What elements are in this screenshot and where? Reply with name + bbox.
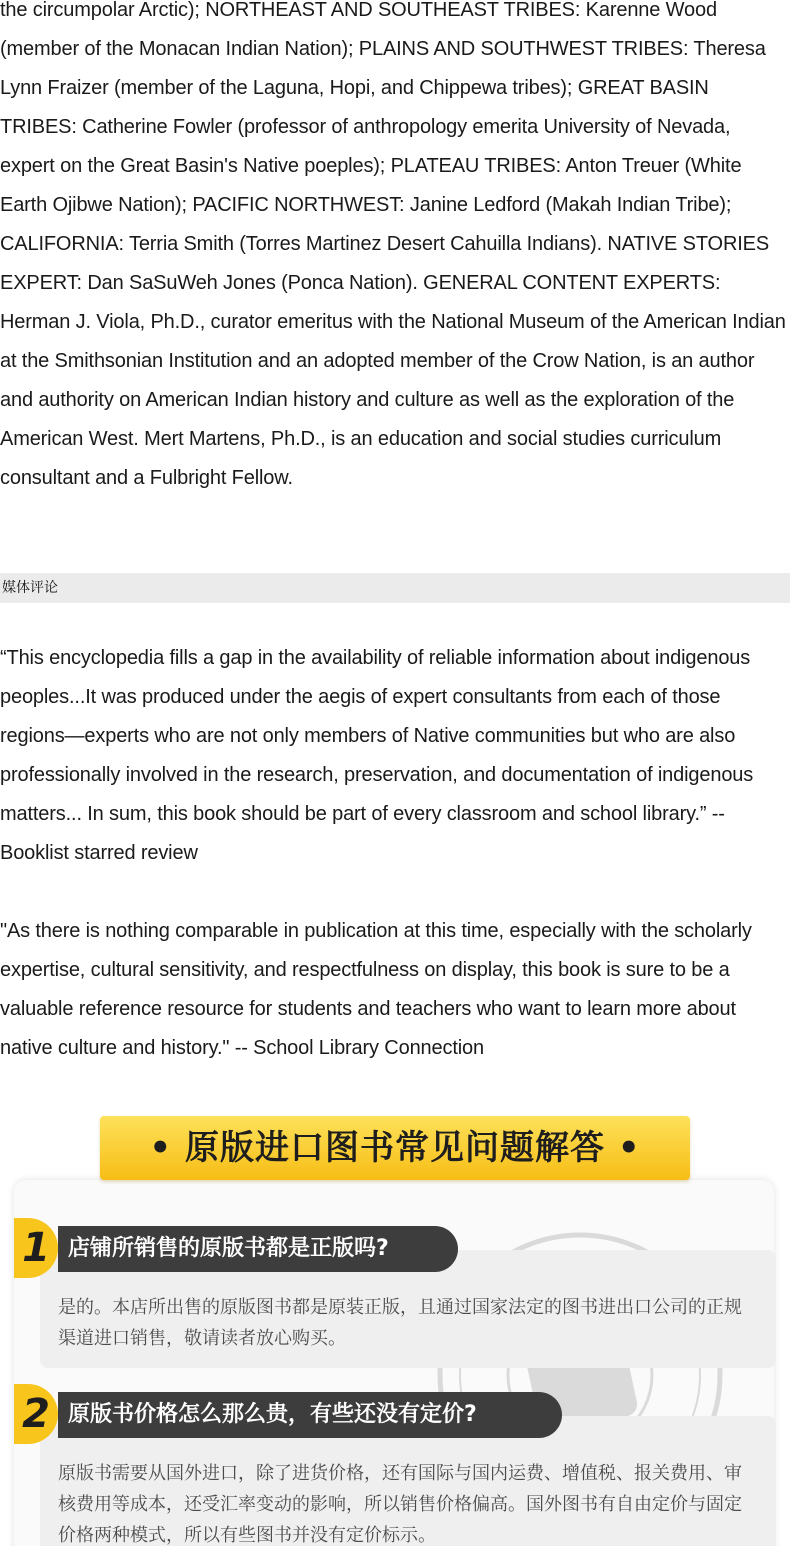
question-number-1: 1 (14, 1218, 58, 1278)
answer-1: 是的。本店所出售的原版图书都是原装正版，且通过国家法定的图书进出口公司的正规渠道进口销售，敬请读者放心购买。 (58, 1297, 742, 1349)
question-number-2: 2 (14, 1384, 58, 1444)
question-2: 原版书价格怎么那么贵，有些还没有定价? (58, 1392, 562, 1438)
faq-banner (0, 1090, 790, 1546)
contributors-paragraph: the circumpolar Arctic); NORTHEAST AND SOUTHEAST TRIBES: Karenne Wood (member of the Monacan Indian Nation); PLAINS AND SOUTHWEST TRIBES: Theresa Lynn Fraizer (member of the Laguna, Hopi, and Chippewa tribes); GREAT BASIN TRIBES: Catherine Fowler (professor of anthropology emerita University of Nevada, expert on the Great Basin's Native poeples); PLATEAU TRIBES: Anton Treuer (White Earth Ojibwe Nation); PACIFIC NORTHWEST: Janine Ledford (Makah Indian Tribe); CALIFORNIA: Terria Smith (Torres Martinez Desert Cahuilla Indians). NATIVE STORIES EXPERT: Dan SaSuWeh Jones (Ponca Nation). GENERAL CONTENT EXPERTS: Herman J. Viola, Ph.D., curator emeritus with the National Museum of the American Indian at the Smithsonian Institution and an adopted member of the Crow Nation, is an author and authority on American Indian history and culture as well as the exploration of the American West. Mert Martens, Ph.D., is an education and social studies curriculum consultant and a Fulbright Fellow. (0, 0, 786, 489)
answer-2: 原版书需要从国外进口，除了进货价格，还有国际与国内运费、增值税、报关费用、审核费用等成本，还受汇率变动的影响，所以销售价格偏高。国外图书有自由定价与固定价格两种模式，所以有些图书并没有定价标示。 (58, 1463, 742, 1546)
section-heading: 媒体评论 (2, 580, 58, 596)
question-1: 店铺所销售的原版书都是正版吗? (58, 1226, 458, 1272)
media-reviews-section-header (0, 573, 790, 603)
review-booklist: “This encyclopedia fills a gap in the availability of reliable information about indigenous peoples...It was produced under the aegis of expert consultants from each of those regions—experts who are not only members of Native communities but who are also professionally involved in the research, preservation, and documentation of indigenous matters... In sum, this book should be part of every classroom and school library.” -- Booklist starred review (0, 647, 754, 864)
review-school-library-connection: "As there is nothing comparable in publication at this time, especially with the scholarly expertise, cultural sensitivity, and respectfulness on display, this book is sure to be a valuable reference resource for students and teachers who want to learn more about native culture and history." -- School Library Connection (0, 920, 752, 1059)
faq-title: • 原版进口图书常见问题解答 • (149, 1128, 641, 1168)
faq-title-banner (100, 1116, 690, 1180)
